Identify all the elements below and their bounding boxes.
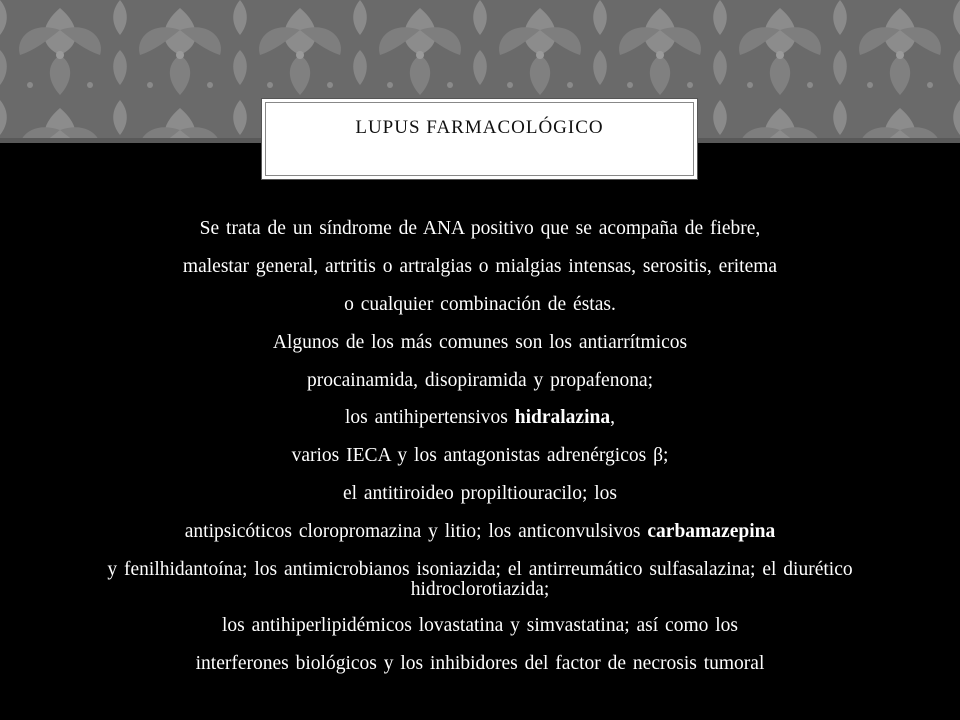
body-line bbox=[40, 522, 920, 542]
body-line: y fenilhidantoína; los antimicrobianos isoniazida; el antirreumático sulfasalazina; el diurético hidroclorotiazida; bbox=[107, 559, 853, 601]
body-line: varios IECA y los antagonistas adrenérgicos β; bbox=[291, 445, 669, 467]
body-line: o cualquier combinación de éstas. bbox=[344, 293, 616, 315]
body-line-text: los antihipertensivos bbox=[345, 407, 515, 429]
body-line bbox=[40, 408, 920, 428]
body-line: Se trata de un síndrome de ANA positivo que se acompaña de fiebre, bbox=[199, 218, 761, 239]
body-line: el antitiroideo propiltiouracilo; los bbox=[342, 483, 618, 505]
slide-title: LUPUS FARMACOLÓGICO bbox=[355, 117, 604, 138]
slide-title-box bbox=[261, 98, 698, 180]
body-line: interferones biológicos y los inhibidores del factor de necrosis tumoral bbox=[195, 652, 765, 674]
drug-name-bold: hidralazina bbox=[514, 407, 611, 429]
body-line: los antihiperlipidémicos lovastatina y simvastatina; así como los bbox=[221, 615, 739, 637]
slide-body bbox=[40, 219, 920, 692]
body-line: malestar general, artritis o artralgias o mialgias intensas, serositis, eritema bbox=[182, 255, 778, 277]
body-line: procainamida, disopiramida y propafenona; bbox=[306, 369, 654, 391]
body-line-text: , bbox=[610, 407, 615, 429]
body-line: Algunos de los más comunes son los antiarrítmicos bbox=[272, 331, 688, 353]
drug-name-bold: carbamazepina bbox=[647, 521, 776, 543]
body-line-text: antipsicóticos cloropromazina y litio; los anticonvulsivos bbox=[184, 521, 648, 543]
